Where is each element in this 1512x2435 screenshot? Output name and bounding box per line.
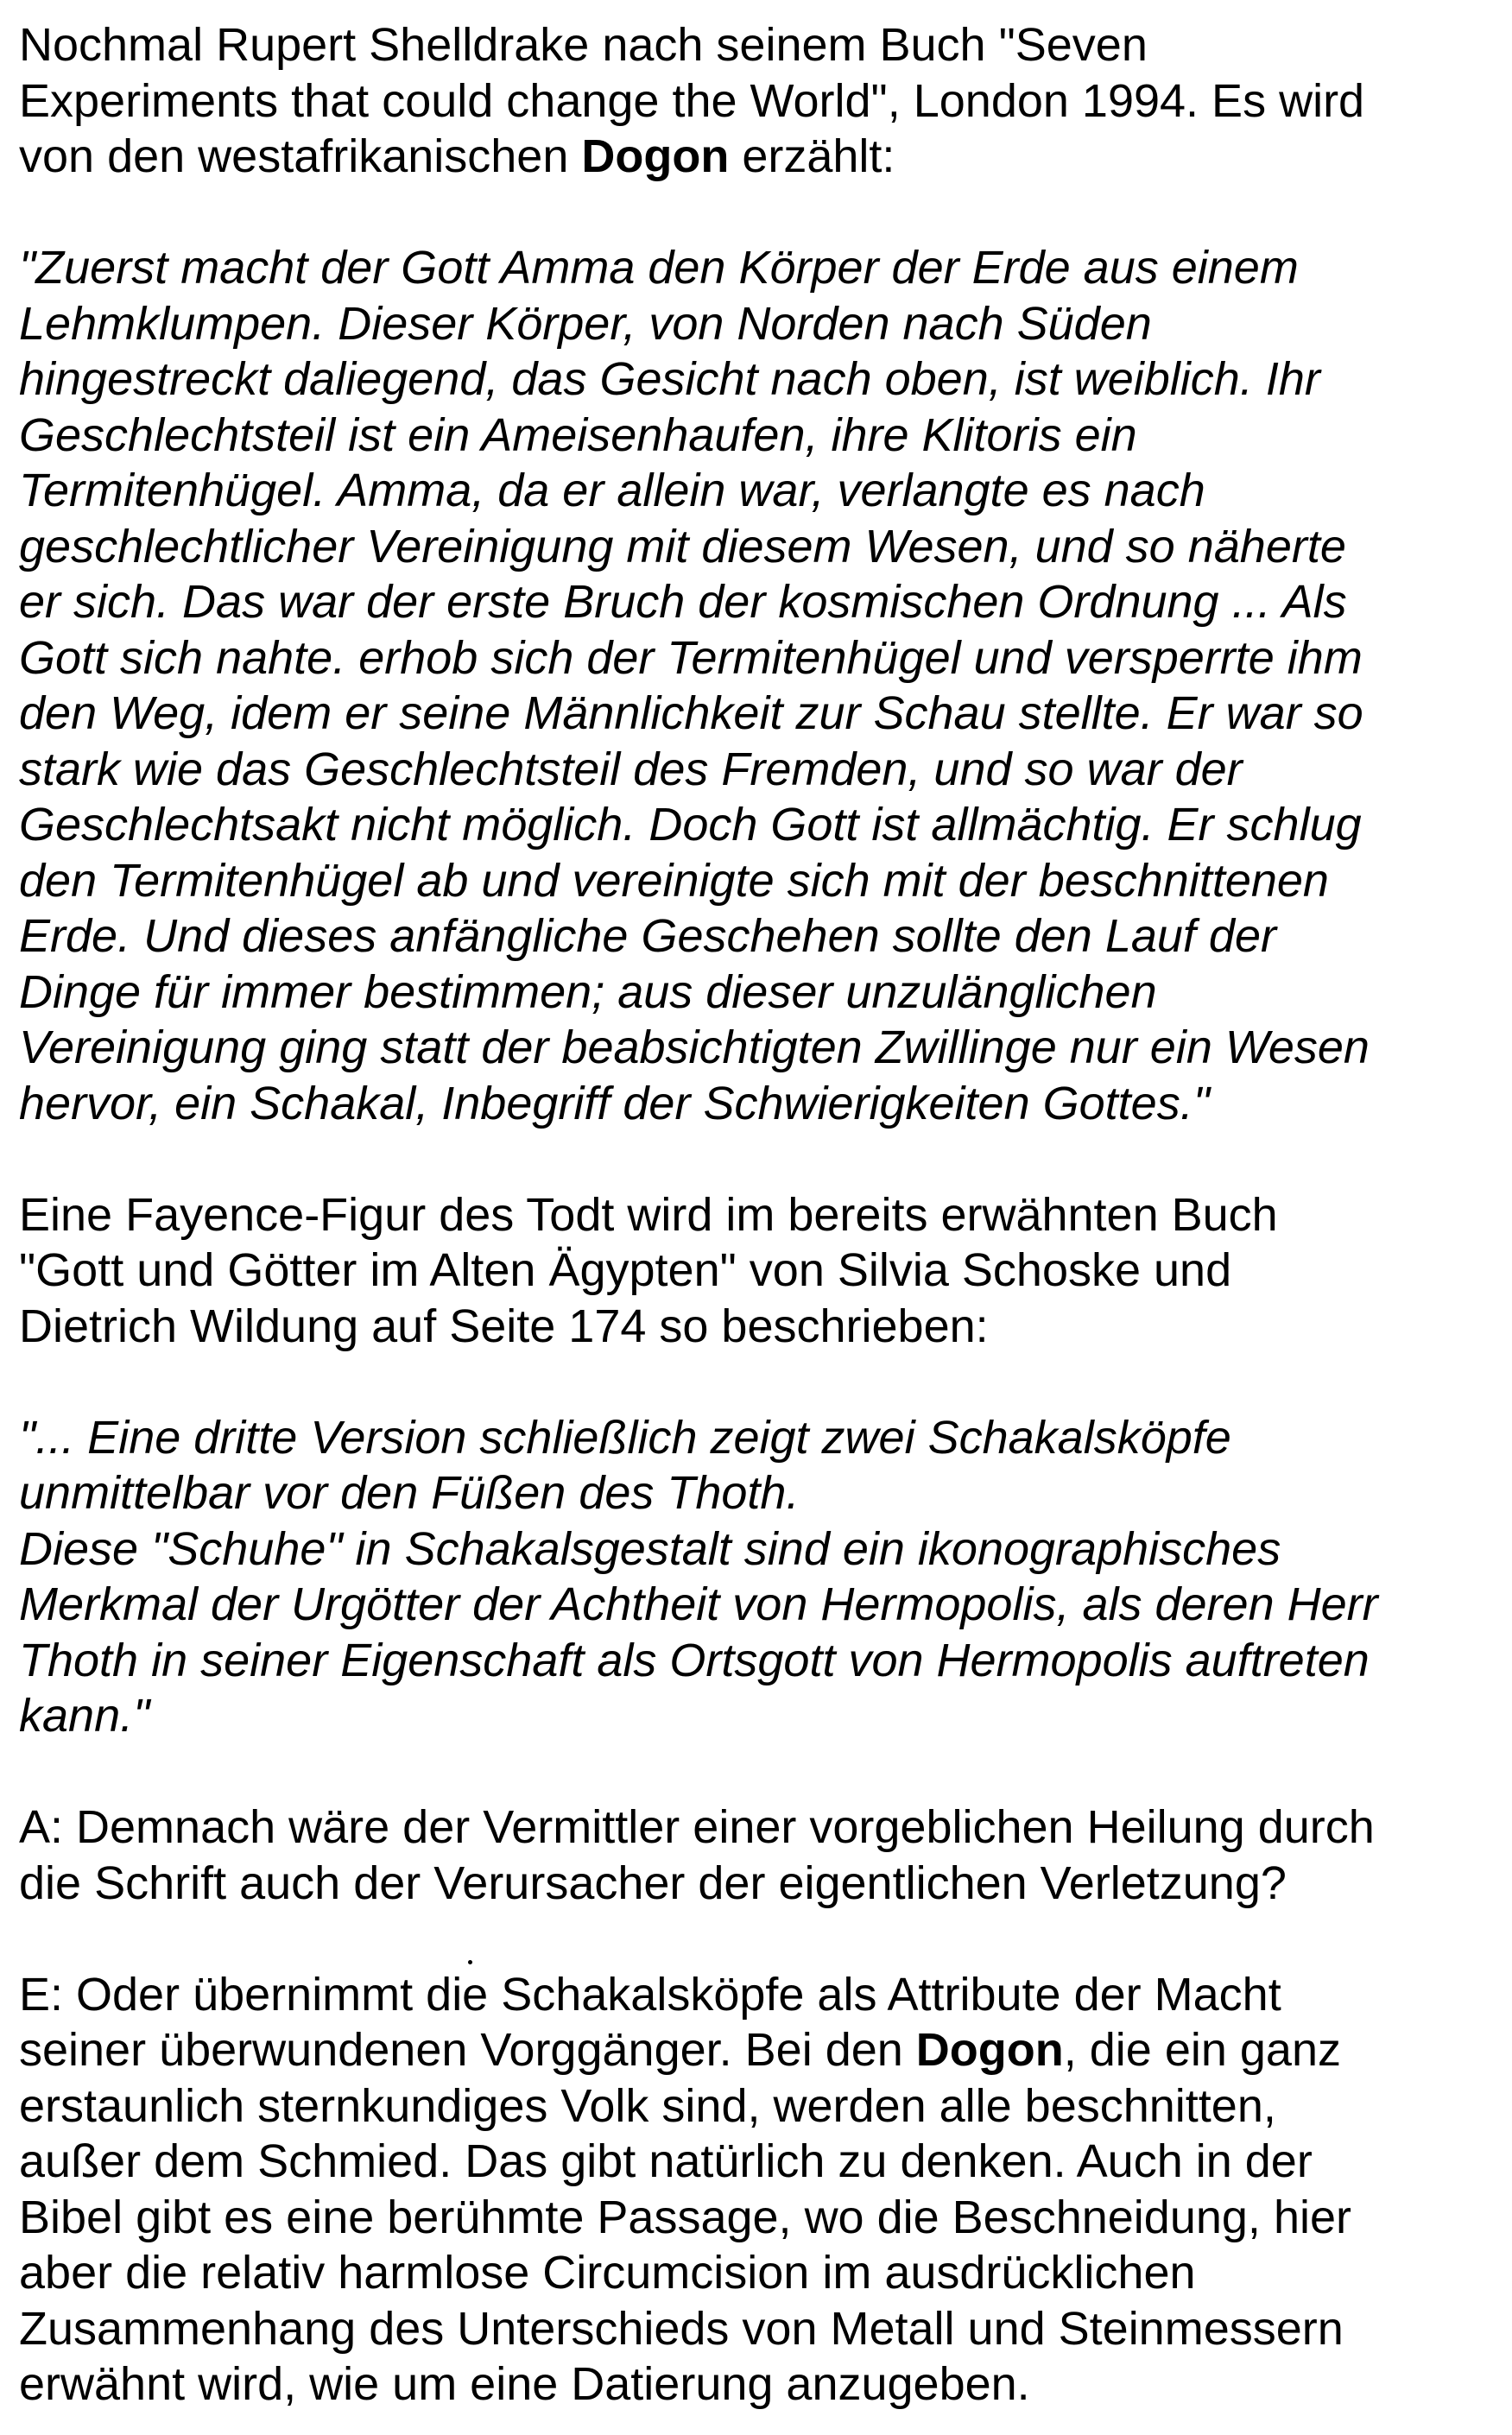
quote-line: den Weg, idem er seine Männlichkeit zur Schau stellte. Er war so <box>19 687 1363 739</box>
answer-line: E: Oder übernimmt die Schakalsköpfe als Attribute der Macht <box>19 1968 1281 2021</box>
paragraph-gap <box>19 185 1496 241</box>
dogon-emphasis: Dogon <box>915 2024 1064 2076</box>
answer-line-text: , die ein ganz <box>1063 2024 1341 2076</box>
scan-speck <box>468 1960 472 1964</box>
quote-line: Vereinigung ging statt der beabsichtigten Zwillinge nur ein Wesen <box>19 1021 1370 1073</box>
quote-line: unmittelbar vor den Füßen des Thoth. <box>19 1467 800 1519</box>
quote-line: den Termitenhügel ab und vereinigte sich mit der beschnittenen <box>19 854 1329 907</box>
paragraph-gap <box>19 1744 1496 1800</box>
answer-line: erwähnt wird, wie um eine Datierung anzugeben. <box>19 2358 1030 2410</box>
intro-paragraph <box>19 17 1496 185</box>
paragraph-gap <box>19 1354 1496 1410</box>
quote-line: Erde. Und dieses anfängliche Geschehen sollte den Lauf der <box>19 910 1276 962</box>
paragraph-line: "Gott und Götter im Alten Ägypten" von Silvia Schoske und <box>19 1244 1232 1296</box>
quote-line: hingestreckt daliegend, das Gesicht nach oben, ist weiblich. Ihr <box>19 353 1320 405</box>
quote-line: geschlechtlicher Vereinigung mit diesem Wesen, und so näherte <box>19 520 1346 572</box>
quote-line: Thoth in seiner Eigenschaft als Ortsgott von Hermopolis auftreten <box>19 1634 1370 1686</box>
paragraph-line: Dietrich Wildung auf Seite 174 so beschrieben: <box>19 1300 989 1352</box>
quote-line: "Zuerst macht der Gott Amma den Körper der Erde aus einem <box>19 242 1299 294</box>
fayence-paragraph <box>19 1187 1496 1355</box>
quote-line: Lehmklumpen. Dieser Körper, von Norden nach Süden <box>19 297 1152 350</box>
quote-line: Geschlechtsteil ist ein Ameisenhaufen, ihre Klitoris ein <box>19 408 1137 461</box>
document-body <box>19 17 1496 2413</box>
quote-line: Termitenhügel. Amma, da er allein war, verlangte es nach <box>19 465 1205 516</box>
answer-line: Bibel gibt es eine berühmte Passage, wo die Beschneidung, hier <box>19 2191 1351 2243</box>
dogon-quote <box>19 240 1496 1131</box>
answer-line: erstaunlich sternkundiges Volk sind, werden alle beschnitten, <box>19 2079 1276 2132</box>
paragraph-line: Eine Fayence-Figur des Todt wird im bereits erwähnten Buch <box>19 1188 1278 1241</box>
intro-line: Nochmal Rupert Shelldrake nach seinem Buch "Seven <box>19 19 1148 71</box>
answer-line: Zusammenhang des Unterschieds von Metall und Steinmessern <box>19 2302 1344 2355</box>
quote-line: Geschlechtsakt nicht möglich. Doch Gott ist allmächtig. Er schlug <box>19 799 1362 851</box>
answer-line: außer dem Schmied. Das gibt natürlich zu denken. Auch in der <box>19 2135 1313 2187</box>
question-line: die Schrift auch der Verursacher der eigentlichen Verletzung? <box>19 1856 1287 1909</box>
answer-line <box>19 2022 1496 2078</box>
thoth-quote <box>19 1410 1496 1744</box>
intro-line: Experiments that could change the World", London 1994. Es wird <box>19 74 1365 127</box>
paragraph-gap <box>19 1131 1496 1187</box>
quote-line: "... Eine dritte Version schließlich zeigt zwei Schakalsköpfe <box>19 1411 1231 1464</box>
question-paragraph <box>19 1799 1496 1911</box>
intro-line <box>19 129 1496 185</box>
quote-line: stark wie das Geschlechtsteil des Fremden, und so war der <box>19 743 1243 795</box>
answer-line: aber die relativ harmlose Circumcision im ausdrücklichen <box>19 2247 1196 2299</box>
question-line: A: Demnach wäre der Vermittler einer vorgeblichen Heilung durch <box>19 1801 1375 1853</box>
intro-line-text: von den westafrikanischen <box>19 130 582 182</box>
quote-line: hervor, ein Schakal, Inbegriff der Schwierigkeiten Gottes." <box>19 1077 1210 1129</box>
answer-paragraph <box>19 1967 1496 2413</box>
paragraph-gap <box>19 1911 1496 1967</box>
quote-line: Merkmal der Urgötter der Achtheit von Hermopolis, als deren Herr <box>19 1578 1378 1630</box>
quote-line: Gott sich nahte. erhob sich der Termitenhügel und versperrte ihm <box>19 631 1363 684</box>
dogon-emphasis: Dogon <box>581 130 730 182</box>
quote-line: Dinge für immer bestimmen; aus dieser unzulänglichen <box>19 965 1157 1018</box>
answer-line-text: seiner überwundenen Vorggänger. Bei den <box>19 2024 916 2076</box>
intro-line-text: erzählt: <box>729 130 895 182</box>
quote-line: Diese "Schuhe" in Schakalsgestalt sind ein ikonographisches <box>19 1522 1281 1575</box>
quote-line: er sich. Das war der erste Bruch der kosmischen Ordnung ... Als <box>19 576 1347 628</box>
quote-line: kann." <box>19 1690 150 1742</box>
